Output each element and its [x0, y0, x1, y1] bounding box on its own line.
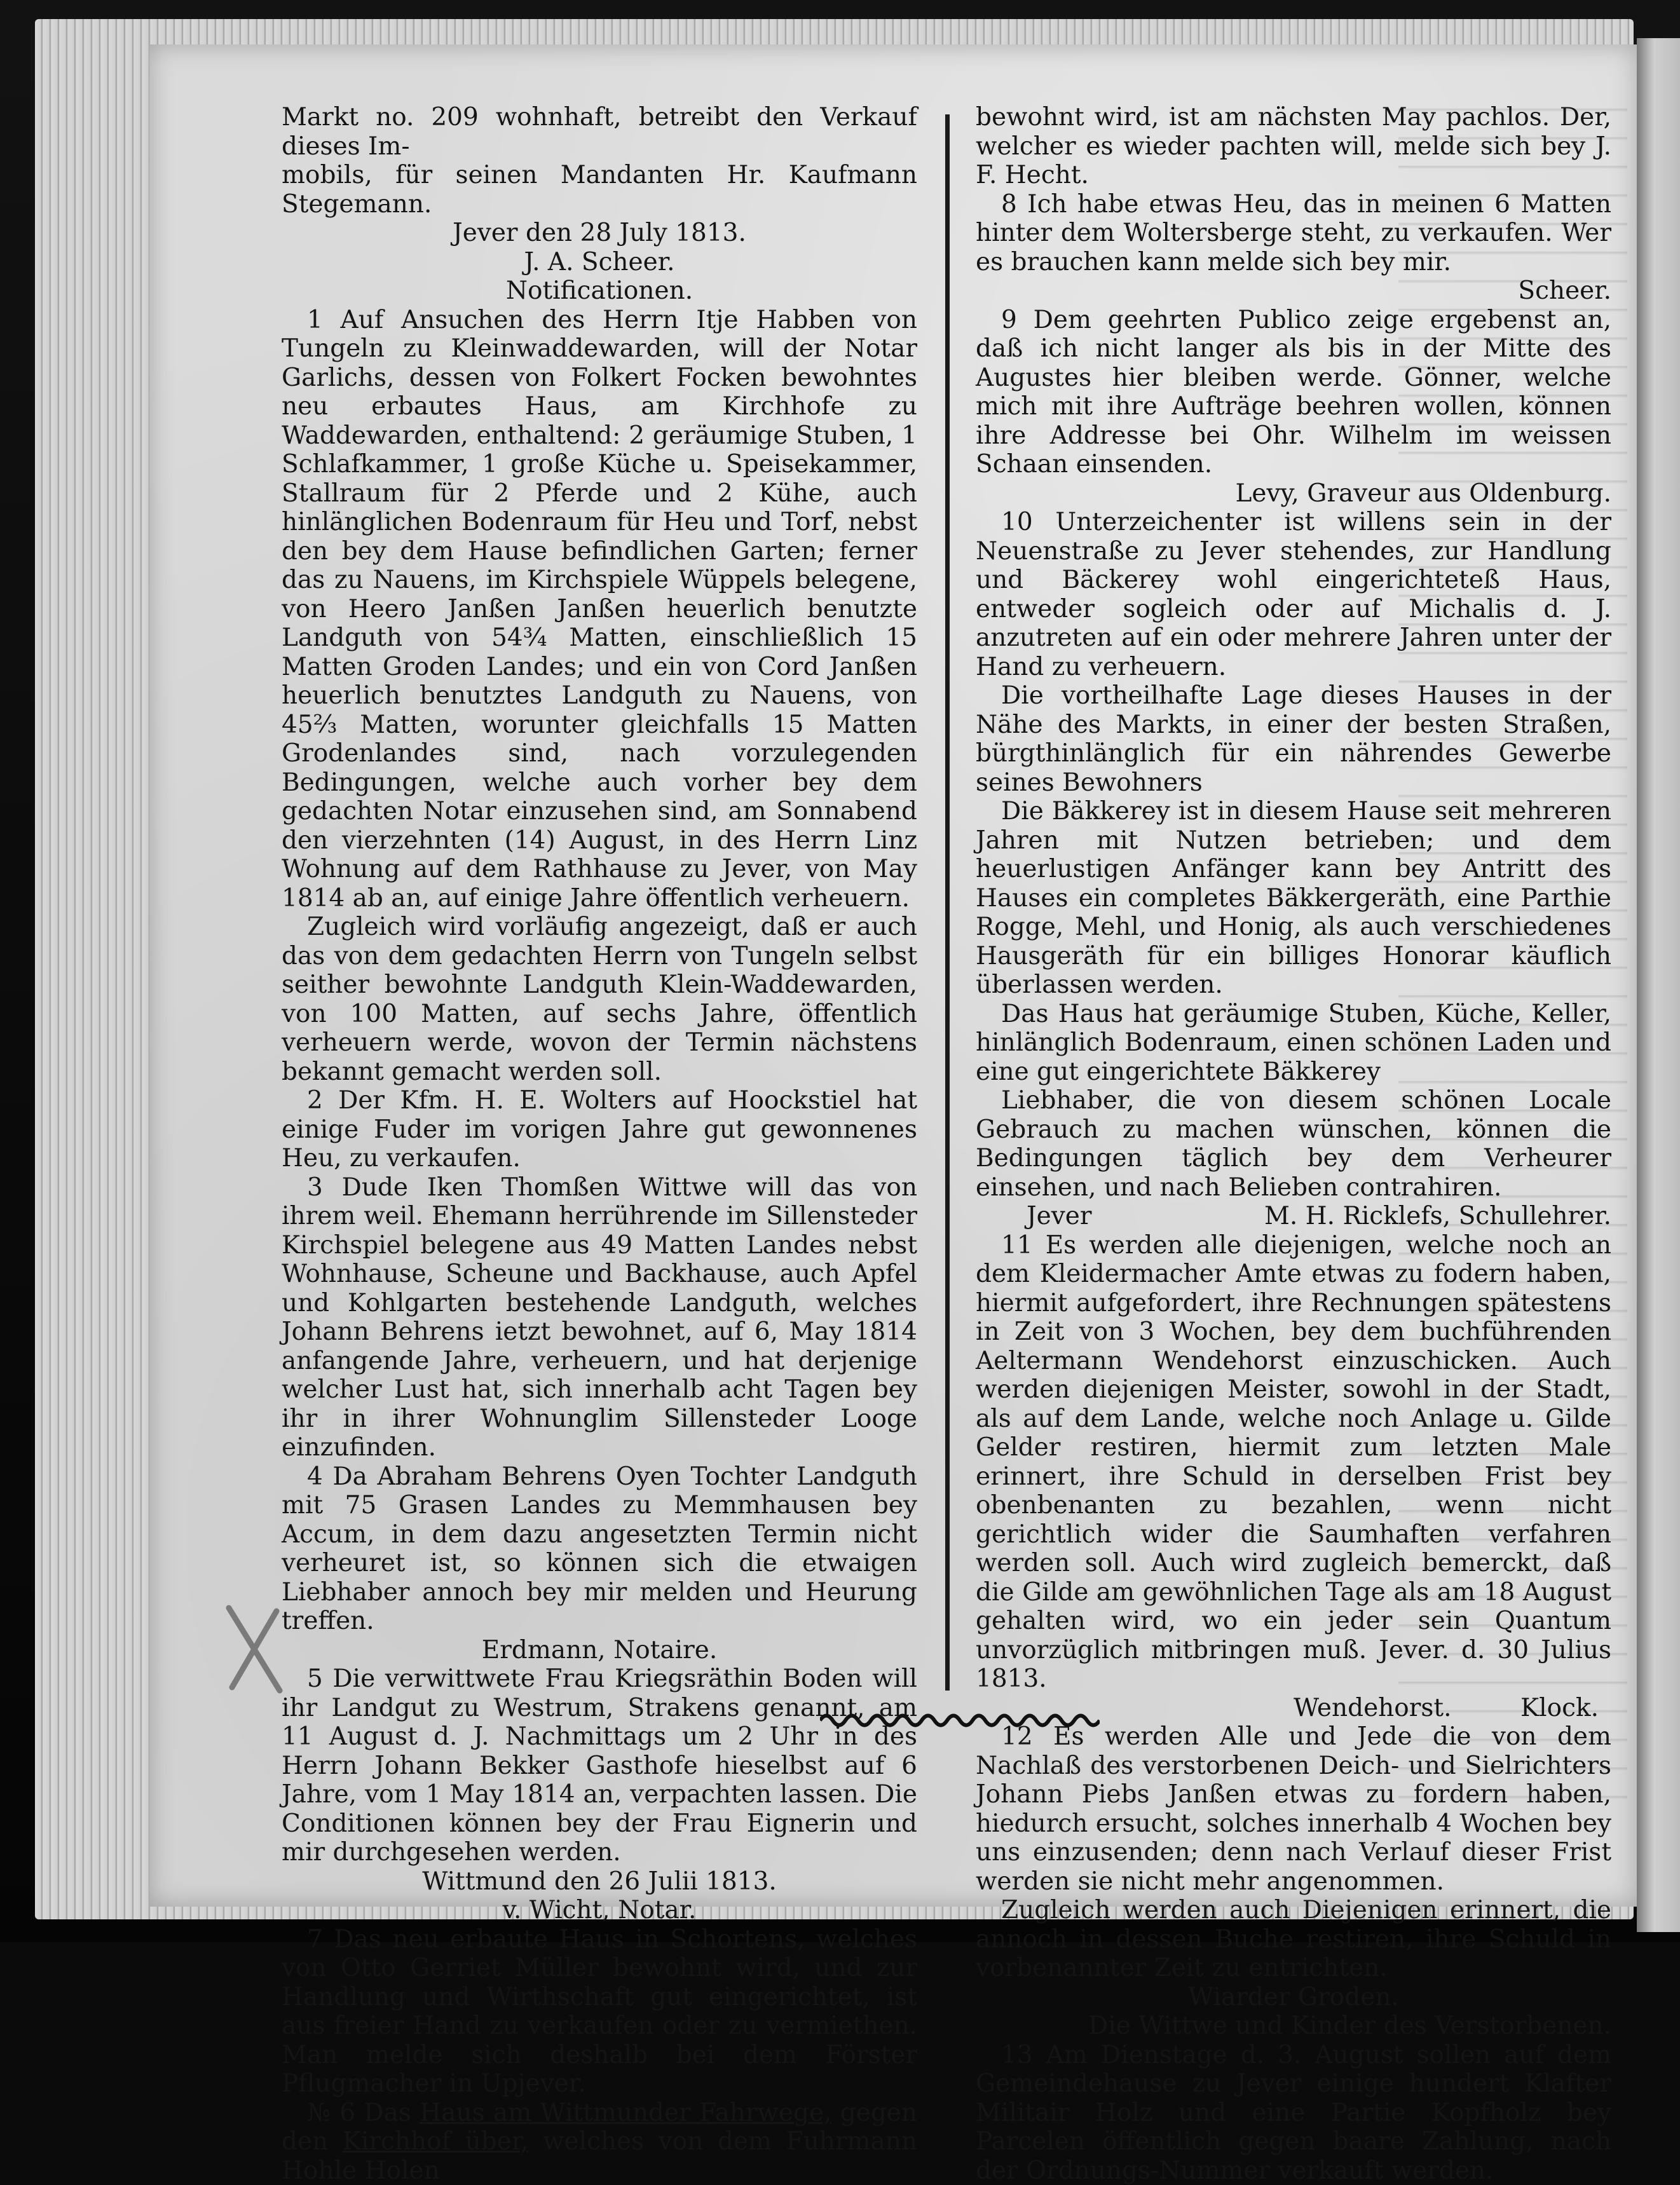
notice-7: 7 Das neu erbaute Haus in Schortens, welches von Otto Gerriet Müller bewohnt wird, und zur Handlung und Wirthschaft gut eingerichtet, ist aus freier Hand zu verkaufen oder zu vermiethen. Man melde sich deshalb bei dem Förster Pflugmacher in Upjever.: [282, 1925, 917, 2099]
facing-page-edge: [1637, 38, 1680, 1932]
notice-11: 11 Es werden alle diejenigen, welche noch an dem Kleidermacher Amte etwas zu fodern haben, hiermit aufgefordert, ihre Rechnungen spätestens in Zeit von 3 Wochen, bey dem buchführenden Aeltermann Wendehorst einzuschicken. Auch werden diejenigen Meister, sowohl in der Stadt, als auf dem Lande, welche noch Anlage u. Gilde Gelder restiren, hiermit zum letzten Male erinnert, ihre Schuld in derselben Frist bey obenbenanten zu bezahlen, wenn nicht gerichtlich wider die Saumhaften verfahren werden soll. Auch wird zugleich bemerckt, daß die Gilde am gewöhnlichen Tage als am 18 August gehalten wird, wo ein jeder sein Quantum unvorzüglich mitbringen muß. Jever. d. 30 Julius 1813.: [976, 1231, 1611, 1694]
notice-4-signature: Erdmann, Notaire.: [282, 1636, 917, 1665]
lead-line-2: mobils, für seinen Mandanten Hr. Kaufmann Stegemann.: [282, 161, 917, 219]
lead-line-1: Markt no. 209 wohnhaft, betreibt den Verkauf dieses Im-: [282, 103, 917, 161]
notice-6-prefix: № 6 Das: [307, 2099, 411, 2127]
notice-11-signature-2: Klock.: [1520, 1694, 1599, 1723]
notice-12: 12 Es werden Alle und Jede die von dem Nachlaß des verstorbenen Deich- und Sielrichters Johann Piebs Janßen etwas zu fordern haben, hiedurch ersucht, solches innerhalb 4 Wochen bey uns einzusenden; denn nach Verlauf dieser Frist werden sie nicht mehr angenommen.: [976, 1722, 1611, 1896]
notice-8: 8 Ich habe etwas Heu, das in meinen 6 Matten hinter dem Woltersberge steht, zu verkaufen. Wer es brauchen kann melde sich bey mir.: [976, 190, 1611, 277]
notice-10-bakery: Die Bäkkerey ist in diesem Hause seit mehreren Jahren mit Nutzen betrieben; und dem heuerlustigen Anfänger kann bey Antritt des Hauses ein completes Bäkkergeräth, eine Parthie Rogge, Mehl, und Honig, als auch verschiedenes Hausgeräth für ein billiges Honorar käuflich überlassen werden.: [976, 797, 1611, 1000]
notice-1-addendum: Zugleich wird vorläufig angezeigt, daß er auch das von dem gedachten Herrn von Tungeln selbst seither bewohnte Landguth Klein-Waddewarden, von 100 Matten, auf sechs Jahre, öffentlich verheuern werde, wovon der Termin nächstens bekannt gemacht werden soll.: [282, 913, 917, 1086]
notice-6-underlined-2: Kirchhof über,: [343, 2127, 529, 2156]
notice-10-signature-line: [976, 1202, 1611, 1231]
notice-13: 13 Am Dienstage d. 3. August sollen auf dem Gemeindehause zu Jever einige hundert Klafter Militair Holz und eine Partie Kopfholz bey Parcelen öffentlich gegen baare Zahlung, nach der Ordnungs-Nummer verkauft werden.: [976, 2041, 1611, 2185]
ornamental-rule: [820, 1711, 1100, 1730]
column-divider: [945, 114, 950, 1691]
notice-1: 1 Auf Ansuchen des Herrn Itje Habben von Tungeln zu Kleinwaddewarden, will der Notar Garlichs, dessen von Folkert Focken bewohntes neu erbautes Haus, am Kirchhofe zu Waddewarden, enthaltend: 2 geräumige Stuben, 1 Schlafkammer, 1 große Küche u. Speisekammer, Stallraum für 2 Pferde und 2 Kühe, auch hinlänglichen Bodenraum für Heu und Torf, nebst den bey dem Hause befindlichen Garten; ferner das zu Nauens, im Kirchspiele Wüppels belegene, von Heero Janßen Janßen heuerlich benutzte Landguth von 54¾ Matten, einschließlich 15 Matten Groden Landes; und ein von Cord Janßen heuerlich benutztes Landguth zu Nauens, von 45⅔ Matten, worunter gleichfalls 15 Matten Grodenlandes sind, nach vorzulegenden Bedingungen, welche auch vorher bey dem gedachten Notar einzusehen sind, am Sonnabend den vierzehnten (14) August, in des Herrn Linz Wohnung auf dem Rathhause zu Jever, von May 1814 ab an, auf einige Jahre öffentlich verheuern.: [282, 306, 917, 913]
notice-12-signature-1: Wiarder Groden.: [976, 1983, 1611, 2012]
left-column: [282, 103, 917, 2185]
notice-12-signature-2: Die Wittwe und Kinder des Verstorbenen.: [976, 2011, 1611, 2041]
notice-12-addendum: Zugleich werden auch Diejenigen erinnert, die annoch in dessen Buche restiren, ihre Schuld in vorbenannter Zeit zu entrichten.: [976, 1896, 1611, 1983]
notice-10-buyers: Liebhaber, die von diesem schönen Locale Gebrauch zu machen wünschen, können die Bedingungen täglich bey dem Verheurer einsehen, und nach Belieben contrahiren.: [976, 1086, 1611, 1202]
notice-9: 9 Dem geehrten Publico zeige ergebenst an, daß ich nicht langer als bis in der Mitte des Augustes hier bleiben werde. Gönner, welche mich mit ihre Aufträge beehren wollen, können ihre Addresse bei Ohr. Wilhelm im weissen Schaan einsenden.: [976, 306, 1611, 479]
notice-10-place: Jever: [976, 1202, 1091, 1231]
notice-6-rest: welches von dem Fuhrmann Hohle Holen: [282, 2127, 917, 2185]
notice-6-mid: gegen den: [282, 2099, 917, 2156]
date-line: Jever den 28 July 1813.: [282, 219, 917, 248]
signature: J. A. Scheer.: [282, 248, 917, 277]
notice-10: 10 Unterzeichenter ist willens sein in der Neuenstraße zu Jever stehendes, zur Handlung und Bäckerey wohl eingerichteteß Haus, entweder sogleich oder auf Michalis d. J. anzutreten auf ein oder mehrere Jahren unter der Hand zu verheuern.: [976, 508, 1611, 681]
section-heading: Notificationen.: [282, 276, 917, 306]
notice-3: 3 Dude Iken Thomßen Wittwe will das von ihrem weil. Ehemann herrührende im Sillensteder Kirchspiel belegene aus 49 Matten Landes nebst Wohnhause, Scheune und Backhause, auch Apfel und Kohlgarten bestehende Landguth, welches Johann Behrens ietzt bewohnet, auf 6, May 1814 anfangende Jahre, verheuern, und hat derjenige welcher Lust hat, sich innerhalb acht Tagen bey ihr in ihrer Wohnunglim Sillensteder Looge einzufinden.: [282, 1173, 917, 1462]
notice-10-rooms: Das Haus hat geräumige Stuben, Küche, Keller, hinlänglich Bodenraum, einen schönen Laden und eine gut eingerichtete Bäkkerey: [976, 1000, 1611, 1087]
notice-8-signature: Scheer.: [976, 276, 1611, 306]
notice-5-date: Wittmund den 26 Julii 1813.: [282, 1867, 917, 1896]
notice-9-signature: Levy, Graveur aus Oldenburg.: [976, 479, 1611, 508]
notice-10-location: Die vortheilhafte Lage dieses Hauses in der Nähe des Markts, in einer der besten Straßen, bürgthinlänglich für ein nährendes Gewerbe seines Bewohners: [976, 681, 1611, 797]
notice-4: 4 Da Abraham Behrens Oyen Tochter Landguth mit 75 Grasen Landes zu Memmhausen bey Accum, in dem dazu angesetzten Termin nicht verheuret ist, so können sich die etwaigen Liebhaber annoch bey mir melden und Heurung treffen.: [282, 1462, 917, 1636]
notice-10-signature: M. H. Ricklefs, Schullehrer.: [1264, 1202, 1611, 1231]
pencil-cross-mark: [216, 1602, 292, 1697]
notice-6-continuation: bewohnt wird, ist am nächsten May pachlos. Der, welcher es wieder pachten will, melde sich bey J. F. Hecht.: [976, 103, 1611, 190]
notice-6: [282, 2099, 917, 2185]
notice-11-signature-1: Wendehorst.: [1294, 1694, 1451, 1723]
notice-5: 5 Die verwittwete Frau Kriegsräthin Boden will ihr Landgut zu Westrum, Strakens genannt, am 11 August d. J. Nachmittags um 2 Uhr in des Herrn Johann Bekker Gasthofe hieselbst auf 6 Jahre, vom 1 May 1814 an, verpachten lassen. Die Conditionen können bey der Frau Eignerin und mir durchgesehen werden.: [282, 1664, 917, 1867]
right-column: [976, 103, 1611, 2185]
notice-2: 2 Der Kfm. H. E. Wolters auf Hoockstiel hat einige Fuder im vorigen Jahre gut gewonnenes Heu, zu verkaufen.: [282, 1086, 917, 1173]
notice-6-underlined: Haus am Wittmunder Fahrwege,: [420, 2099, 831, 2127]
notice-5-signature: v. Wicht, Notar.: [282, 1896, 917, 1925]
